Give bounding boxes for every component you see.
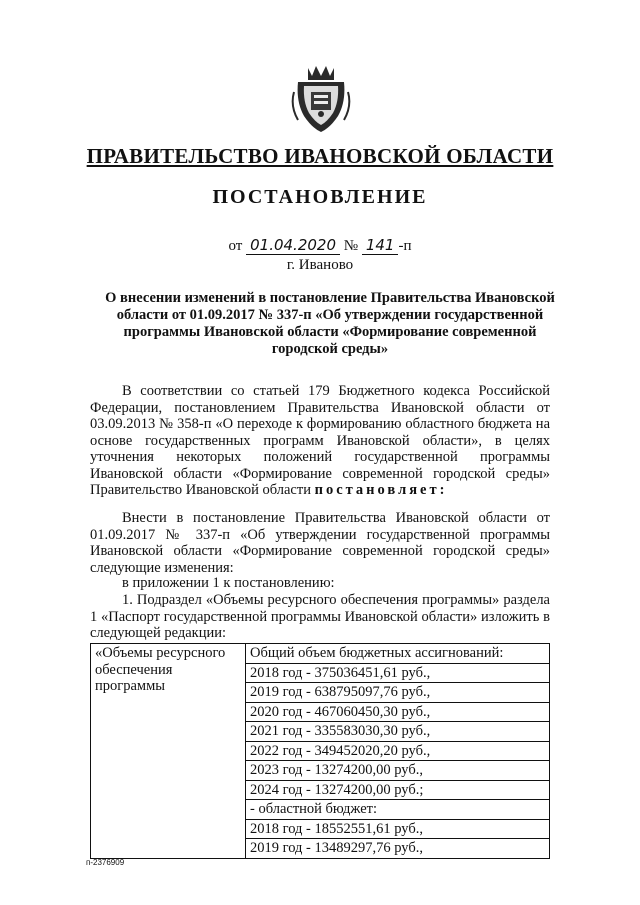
paragraph-item-1: 1. Подраздел «Объемы ресурсного обеспечения программы» раздела 1 «Паспорт государственной программы Ивановской области» изложить в следующей редакции: [90, 592, 550, 641]
date-number-line [0, 236, 640, 255]
document-subject: О внесении изменений в постановление Правительства Ивановской области от 01.09.2017 № 337-п «Об утверждении государственной программы Ивановской области «Формирование современной городской среды» [105, 290, 555, 357]
paragraph-amend: Внести в постановление Правительства Ивановской области от 01.09.2017 № 337-п «Об утверждении государственной программы Ивановской области «Формирование современной городской среды» следующие изменения: [90, 510, 550, 576]
table-line: 2018 год - 18552551,61 руб., [246, 820, 549, 840]
city-name: г. Иваново [286, 257, 354, 273]
handwritten-date: 01.04.2020 [246, 236, 340, 255]
table-line: 2019 год - 638795097,76 руб., [246, 683, 549, 703]
table-row [91, 644, 550, 859]
table-line: 2018 год - 375036451,61 руб., [246, 664, 549, 684]
table-line: 2021 год - 335583030,30 руб., [246, 722, 549, 742]
handwritten-number: 141 [362, 236, 399, 255]
table-line: 2019 год - 13489297,76 руб., [250, 840, 423, 856]
table-line: 2023 год - 13274200,00 руб., [246, 761, 549, 781]
table-right-cell [246, 644, 550, 859]
table-line: 2024 год - 13274200,00 руб.; [246, 781, 549, 801]
paragraph-preamble [90, 383, 550, 499]
number-suffix: -п [398, 238, 412, 254]
table-line: - областной бюджет: [246, 800, 549, 820]
coat-of-arms-emblem [290, 62, 352, 134]
resolves-word: постановляет: [314, 482, 448, 498]
table-left-cell: «Объемы ресурсного обеспечения программы [91, 644, 246, 859]
resource-table [90, 643, 550, 859]
document-code: п-2376909 [86, 858, 125, 867]
number-label: № [343, 238, 359, 254]
preamble-text: В соответствии со статьей 179 Бюджетного кодекса Российской Федерации, постановлением Правительства Ивановской области от 03.09.2013 № 358-п «О переходе к формированию областного бюджета на основе государственных программ Ивановской области», в целях уточнения некоторых положений государственной программы Ивановской области «Формирование современной городской среды» Правительство Ивановской области [90, 383, 550, 498]
date-prefix: от [228, 238, 243, 254]
table-line: 2022 год - 349452020,20 руб., [246, 742, 549, 762]
government-title: ПРАВИТЕЛЬСТВО ИВАНОВСКОЙ ОБЛАСТИ [86, 144, 554, 168]
table-line: Общий объем бюджетных ассигнований: [246, 644, 549, 664]
document-type-heading: ПОСТАНОВЛЕНИЕ [212, 186, 428, 208]
paragraph-appendix: в приложении 1 к постановлению: [122, 575, 335, 591]
table-line: 2020 год - 467060450,30 руб., [246, 703, 549, 723]
